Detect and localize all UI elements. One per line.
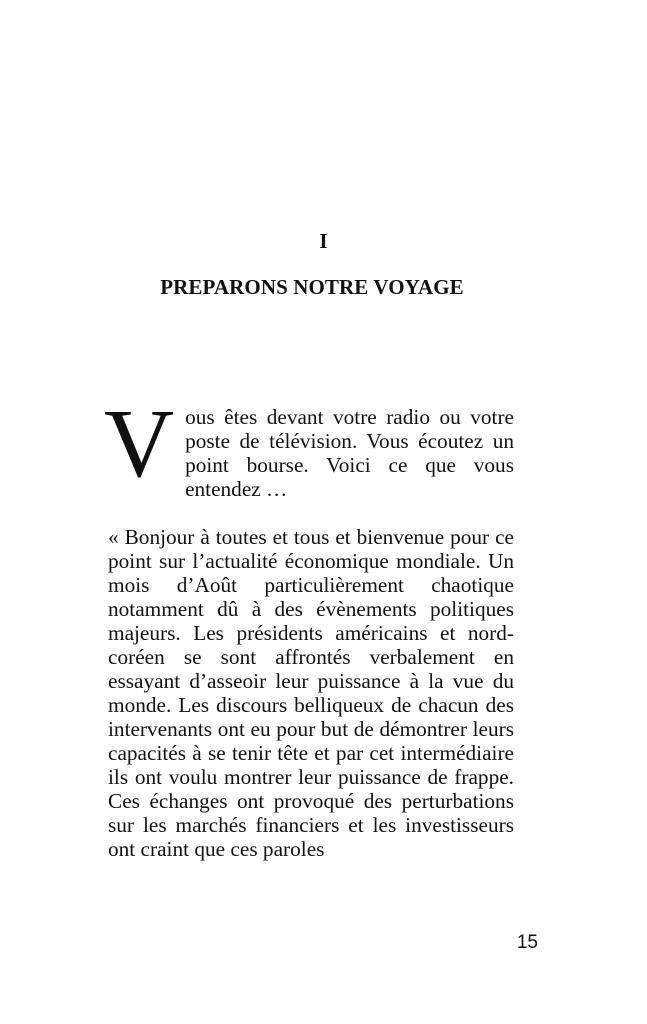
drop-cap: V <box>104 390 175 497</box>
chapter-number: I <box>319 229 328 253</box>
paragraph-opening-text: ous êtes devant votre radio ou votre poste de télévision. Vous écoutez un point bourse. Voici ce que vous entendez … <box>185 405 514 501</box>
body-text <box>104 390 514 861</box>
paragraph-quote: « Bonjour à toutes et tous et bienvenue pour ce point sur l’actualité économique mondiale. Un mois d’Août particulièrement chaotique notamment dû à des évènements politiques majeurs. Les présidents américains et nord-coréen se sont affrontés verbalement en essayant d’asseoir leur puissance à la vue du monde. Les discours belliqueux de chacun des intervenants ont eu pour but de démontrer leurs capacités à se tenir tête et par cet intermédiaire ils ont voulu montrer leur puissance de frappe. Ces échanges ont provoqué des perturbations sur les marchés financiers et les investisseurs ont craint que ces paroles <box>108 525 514 861</box>
page-number: 15 <box>516 932 538 953</box>
paragraph-opening <box>104 390 514 501</box>
chapter-title: PREPARONS NOTRE VOYAGE <box>160 275 464 299</box>
